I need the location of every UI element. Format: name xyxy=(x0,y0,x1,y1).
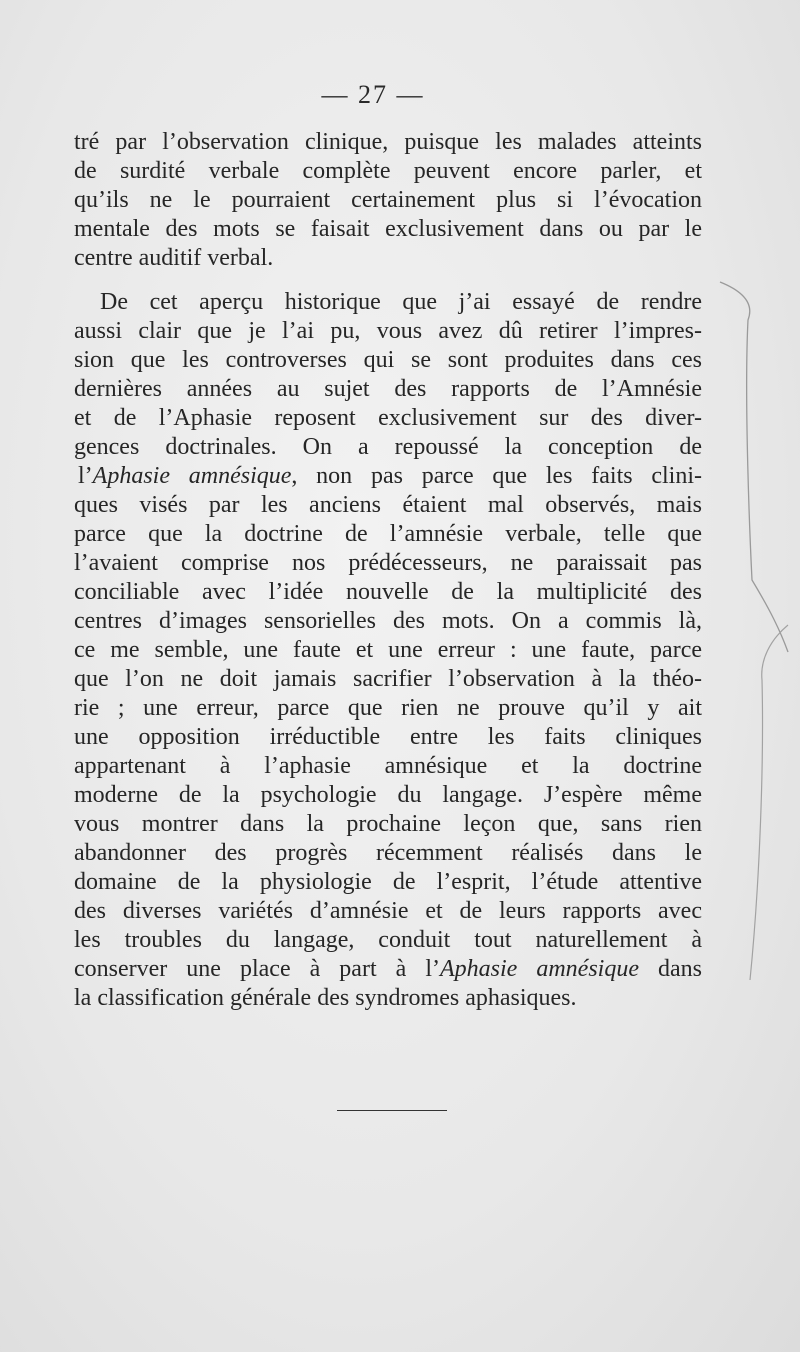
text-line: domaine de la physiologie de l’esprit, l’étude attentive xyxy=(74,869,702,895)
text-line: abandonner des progrès récemment réalisés dans le xyxy=(74,840,702,866)
text-line: aussi clair que je l’ai pu, vous avez dû retirer l’impres- xyxy=(74,318,702,344)
text-line: rie ; une erreur, parce que rien ne prouve qu’il y ait xyxy=(74,695,702,721)
text-line-with-italic xyxy=(74,955,702,984)
section-divider xyxy=(337,1110,447,1111)
text-line: sion que les controverses qui se sont produites dans ces xyxy=(74,347,702,373)
text-fragment: dans xyxy=(638,956,702,982)
text-line: parce que la doctrine de l’amnésie verbale, telle que xyxy=(74,521,702,547)
text-line: gences doctrinales. On a repoussé la conception de xyxy=(74,434,702,460)
text-line: une opposition irréductible entre les faits cliniques xyxy=(74,724,702,750)
text-fragment: , non pas parce que les faits clini- xyxy=(291,463,702,489)
text-line: ce me semble, une faute et une erreur : une faute, parce xyxy=(74,637,702,663)
text-line: des diverses variétés d’amnésie et de leurs rapports avec xyxy=(74,898,702,924)
text-fragment: conserver une place à part à l’ xyxy=(74,956,440,982)
text-line: centre auditif verbal. xyxy=(74,245,274,271)
page-number: — 27 — xyxy=(321,80,425,109)
paragraph-main xyxy=(74,288,702,1013)
text-line: l’avaient comprise nos prédécesseurs, ne paraissait pas xyxy=(74,550,702,576)
text-line: appartenant à l’aphasie amnésique et la doctrine xyxy=(74,753,702,779)
italic-term: Aphasie amnésique xyxy=(439,956,639,982)
text-line: mentale des mots se faisait exclusivement dans ou par le xyxy=(74,216,702,242)
text-line: la classification générale des syndromes aphasiques. xyxy=(74,985,577,1011)
text-line: De cet aperçu historique que j’ai essayé de rendre xyxy=(100,289,702,315)
pencil-margin-mark xyxy=(710,280,790,1020)
text-line: conciliable avec l’idée nouvelle de la multiplicité des xyxy=(74,579,702,605)
text-line: tré par l’observation clinique, puisque les malades atteints xyxy=(74,129,702,155)
text-line: et de l’Aphasie reposent exclusivement sur des diver- xyxy=(74,405,702,431)
text-line: vous montrer dans la prochaine leçon que, sans rien xyxy=(74,811,702,837)
text-fragment: l’ xyxy=(78,463,93,489)
text-line: moderne de la psychologie du langage. J’espère même xyxy=(74,782,702,808)
text-line: que l’on ne doit jamais sacrifier l’observation à la théo- xyxy=(74,666,702,692)
text-line-with-italic xyxy=(74,462,702,491)
text-line: de surdité verbale complète peuvent encore parler, et xyxy=(74,158,702,184)
text-line: dernières années au sujet des rapports de l’Amnésie xyxy=(74,376,702,402)
text-line: les troubles du langage, conduit tout naturellement à xyxy=(74,927,702,953)
text-line: ques visés par les anciens étaient mal observés, mais xyxy=(74,492,702,518)
text-line: centres d’images sensorielles des mots. On a commis là, xyxy=(74,608,702,634)
paragraph-continued xyxy=(74,128,702,273)
text-line: qu’ils ne le pourraient certainement plus si l’évocation xyxy=(74,187,702,213)
italic-term: Aphasie amnésique xyxy=(92,463,292,489)
